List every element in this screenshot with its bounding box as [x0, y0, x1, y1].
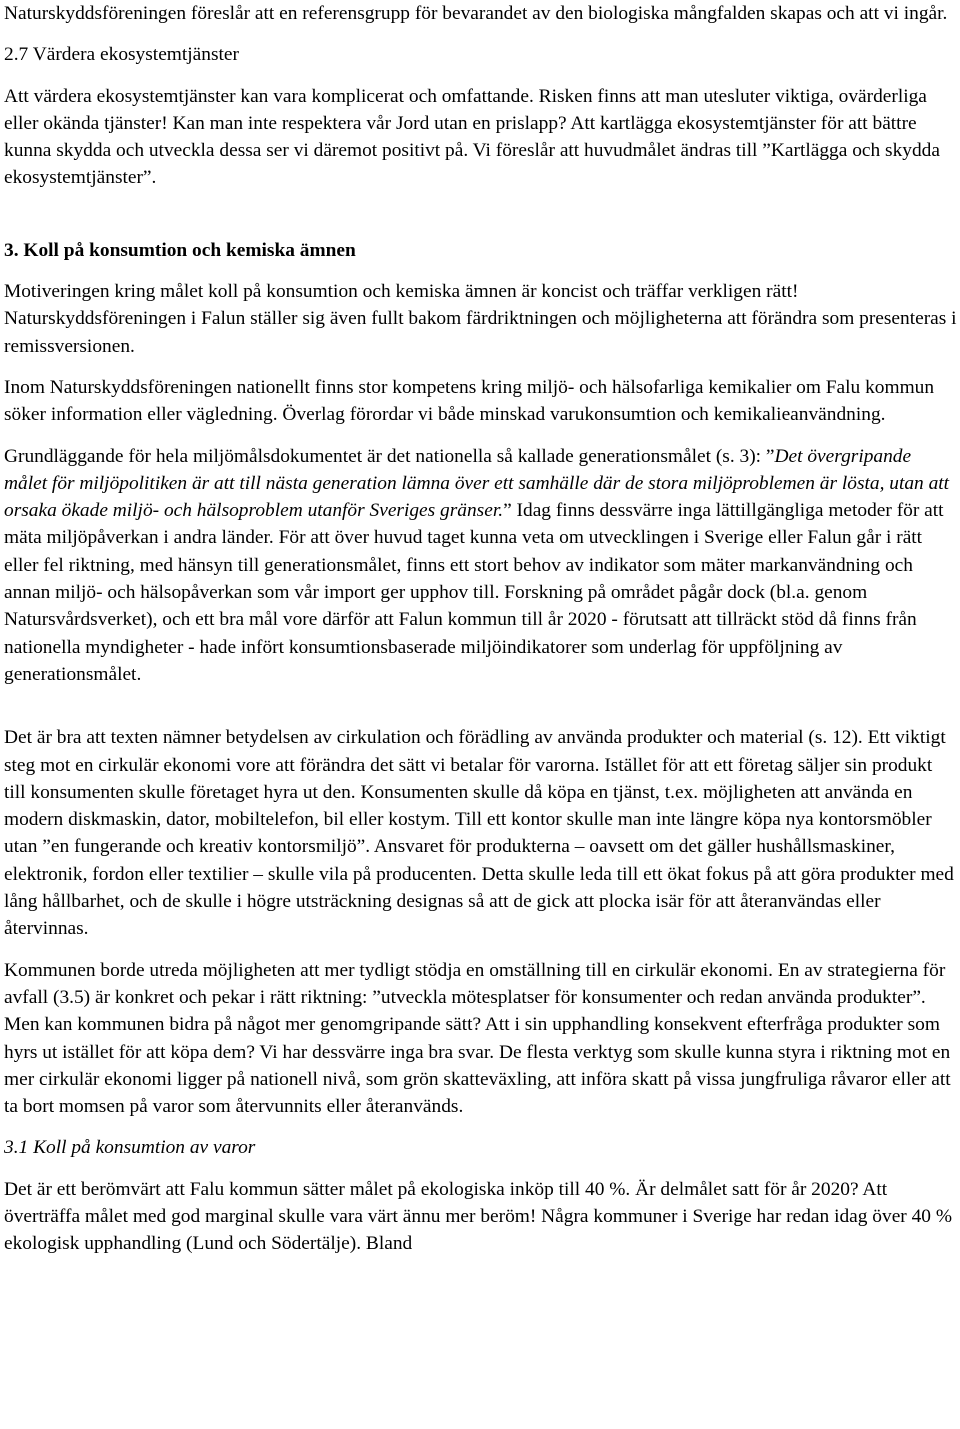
- heading-3: 3. Koll på konsumtion och kemiska ämnen: [4, 239, 356, 261]
- heading-2-7: 2.7 Värdera ekosystemtjänster: [4, 44, 239, 66]
- paragraph-3-c: [4, 443, 958, 689]
- paragraph-intro: Naturskyddsföreningen föreslår att en referensgrupp för bevarandet av den biologiska mångfalden skapas och att vi ingår.: [4, 3, 948, 24]
- paragraph-2-7: Att värdera ekosystemtjänster kan vara komplicerat och omfattande. Risken finns att man utesluter viktiga, ovärderliga eller okända tjänster! Kan man inte respektera vår Jord utan en prislapp? Att kartlägga ekosystemtjänster för att bättre kunna skydda och utveckla dessa ser vi däremot positivt på. Vi föreslår att huvudmålet ändras till ”Kartlägga och skydda ekosystemtjänster”.: [4, 85, 940, 189]
- paragraph-3-1-a: Det är ett berömvärt att Falu kommun sätter målet på ekologiska inköp till 40 %. Är delmålet satt för år 2020? Att överträffa målet med god marginal skulle vara värt ännu mer beröm! Några kommuner i Sverige har redan idag över 40 % ekologisk upphandling (Lund och Södertälje). Bland: [4, 1178, 953, 1255]
- document-page: [4, 0, 958, 1258]
- paragraph-3-b: Inom Naturskyddsföreningen nationellt finns stor kompetens kring miljö- och hälsofarliga kemikalier om Falu kommun söker information eller vägledning. Överlag förordar vi både minskad varukonsumtion och kemikalieanvändning.: [4, 376, 935, 426]
- paragraph-3-c-lead: Grundläggande för hela miljömålsdokumentet är det nationella så kallade generationsmålet (s. 3): ”: [4, 445, 775, 467]
- heading-3-1: 3.1 Koll på konsumtion av varor: [4, 1137, 256, 1159]
- paragraph-3-c-rest: ” Idag finns dessvärre inga lättillgängliga metoder för att mäta miljöpåverkan i andra länder. För att över huvud taget kunna veta om utvecklingen i Sverige eller Falun går i rätt eller fel riktning, med hänsyn till generationsmålet, finns ett stort behov av indikator som mäter markanvändning och annan miljö- och hälsopåverkan som vår import ger upphov till. Forskning på området pågår dock (bl.a. genom Natursvårdsverket), och ett bra mål vore därför att Falun kommun till år 2020 - förutsatt att tillräckt stöd då finns från nationella myndigheter - hade infört konsumtionsbaserade miljöindikatorer som underlag för uppföljning av generationsmålet.: [4, 500, 944, 685]
- generation-goal-quote: Det övergripande målet för miljöpolitiken är att till nästa generation lämna över ett samhälle där de stora miljöproblemen är lösta, utan att orsaka ökade miljö- och hälsoproblem utanför Sveriges gränser.: [4, 445, 950, 522]
- paragraph-3-a: Motiveringen kring målet koll på konsumtion och kemiska ämnen är koncist och träffar verkligen rätt! Naturskyddsföreningen i Falun ställer sig även fullt bakom färdriktningen och möjligheterna att förändra som presenteras i remissversionen.: [4, 281, 957, 357]
- paragraph-3-e: Kommunen borde utreda möjligheten att mer tydligt stödja en omställning till en cirkulär ekonomi. En av strategierna för avfall (3.5) är konkret och pekar i rätt riktning: ”utveckla mötesplatser för konsumenter och redan använda produkter”. Men kan kommunen bidra på något mer genomgripande sätt? Att i sin upphandling konsekvent efterfråga produkter som hyrs ut istället för att köpa dem? Vi har dessvärre inga bra svar. De flesta verktyg som skulle kunna styra i riktning mot en mer cirkulär ekonomi ligger på nationell nivå, som grön skatteväxling, att införa skatt på vissa jungfruliga råvaror eller att ta bort momsen på varor som återvunnits eller återanvänds.: [4, 959, 951, 1118]
- paragraph-3-d: Det är bra att texten nämner betydelsen av cirkulation och förädling av använda produkter och material (s. 12). Ett viktigt steg mot en cirkulär ekonomi vore att förändra det sätt vi betalar för varorna. Istället för att ett företag säljer sin produkt till konsumenten skulle företaget hyra ut den. Konsumenten skulle då köpa en tjänst, t.ex. möjligheten att använda en modern diskmaskin, dator, mobiltelefon, bil eller kostym. Till ett kontor skulle man inte längre köpa nya kontorsmöbler utan ”en fungerande och kreativ kontorsmiljö”. Ansvaret för produkterna – oavsett om det gäller hushållsmaskiner, elektronik, fordon eller textilier – skulle vila på producenten. Detta skulle leda till ett ökat fokus på att göra produkter med lång hållbarhet, och de skulle i högre utsträckning designas så att de gick att plocka isär för att återanvändas eller återvinnas.: [4, 727, 954, 940]
